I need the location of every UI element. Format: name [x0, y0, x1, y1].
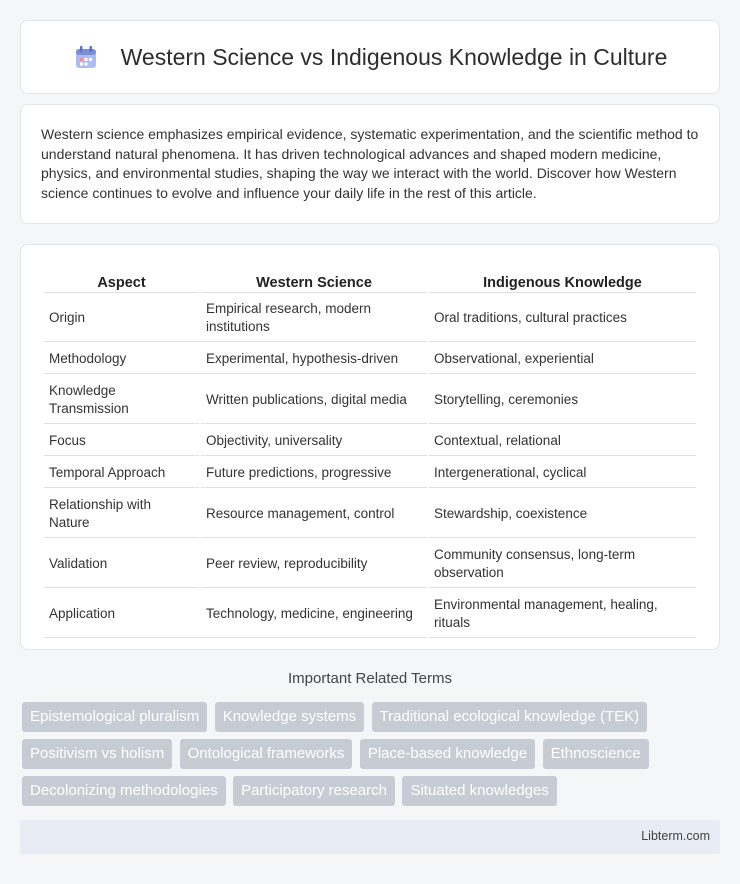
table-cell: Application — [44, 590, 199, 638]
table-cell: Written publications, digital media — [201, 376, 427, 424]
table-row — [44, 590, 696, 638]
table-row — [44, 458, 696, 488]
document-icon — [73, 44, 99, 70]
table-cell: Future predictions, progressive — [201, 458, 427, 488]
header-aspect: Aspect — [44, 267, 199, 293]
table-header-row — [44, 267, 696, 293]
intro-paragraph: Western science emphasizes empirical evidence, systematic experimentation, and the scientific method to understand natural phenomena. It has driven technological advances and shaped modern medicine, physics, and environmental studies, shaping the way we interact with the world. Discover how Western science continues to evolve and influence your daily life in the rest of this article. — [41, 126, 699, 201]
page-title: Western Science vs Indigenous Knowledge in Culture — [120, 43, 668, 70]
comparison-table — [42, 265, 698, 640]
tag-place-based-knowledge[interactable]: Place-based knowledge — [360, 739, 535, 769]
header-indigenous-knowledge: Indigenous Knowledge — [429, 267, 696, 293]
intro-card — [20, 104, 720, 224]
table-row — [44, 490, 696, 538]
table-cell: Methodology — [44, 344, 199, 374]
table-cell: Storytelling, ceremonies — [429, 376, 696, 424]
tag-ethnoscience[interactable]: Ethnoscience — [543, 739, 649, 769]
footer — [20, 820, 720, 854]
table-row — [44, 540, 696, 588]
related-terms-title: Important Related Terms — [288, 670, 452, 687]
table-cell: Experimental, hypothesis-driven — [201, 344, 427, 374]
table-cell: Temporal Approach — [44, 458, 199, 488]
table-cell: Environmental management, healing, rituals — [429, 590, 696, 638]
table-row — [44, 376, 696, 424]
tag-knowledge-systems[interactable]: Knowledge systems — [215, 702, 364, 732]
tag-participatory-research[interactable]: Participatory research — [233, 776, 395, 806]
comparison-table-card — [20, 244, 720, 650]
table-row — [44, 295, 696, 342]
header-western-science: Western Science — [201, 267, 427, 293]
table-cell: Oral traditions, cultural practices — [429, 295, 696, 342]
title-card — [20, 20, 720, 94]
table-cell: Observational, experiential — [429, 344, 696, 374]
table-row — [44, 344, 696, 374]
tag-situated-knowledges[interactable]: Situated knowledges — [402, 776, 556, 806]
table-cell: Intergenerational, cyclical — [429, 458, 696, 488]
table-cell: Resource management, control — [201, 490, 427, 538]
tag-epistemological-pluralism[interactable]: Epistemological pluralism — [22, 702, 207, 732]
table-cell: Peer review, reproducibility — [201, 540, 427, 588]
tag-positivism-vs-holism[interactable]: Positivism vs holism — [22, 739, 172, 769]
tag-decolonizing-methodologies[interactable]: Decolonizing methodologies — [22, 776, 226, 806]
table-cell: Contextual, relational — [429, 426, 696, 456]
table-cell: Technology, medicine, engineering — [201, 590, 427, 638]
tag-ontological-frameworks[interactable]: Ontological frameworks — [180, 739, 353, 769]
footer-site-link[interactable]: Libterm.com — [641, 829, 710, 843]
table-cell: Validation — [44, 540, 199, 588]
table-cell: Objectivity, universality — [201, 426, 427, 456]
related-terms-list — [22, 702, 722, 813]
tag-traditional-ecological-knowledge[interactable]: Traditional ecological knowledge (TEK) — [372, 702, 648, 732]
table-cell: Stewardship, coexistence — [429, 490, 696, 538]
table-cell: Empirical research, modern institutions — [201, 295, 427, 342]
table-cell: Knowledge Transmission — [44, 376, 199, 424]
table-cell: Community consensus, long-term observation — [429, 540, 696, 588]
table-cell: Origin — [44, 295, 199, 342]
table-row — [44, 426, 696, 456]
table-cell: Relationship with Nature — [44, 490, 199, 538]
table-cell: Focus — [44, 426, 199, 456]
